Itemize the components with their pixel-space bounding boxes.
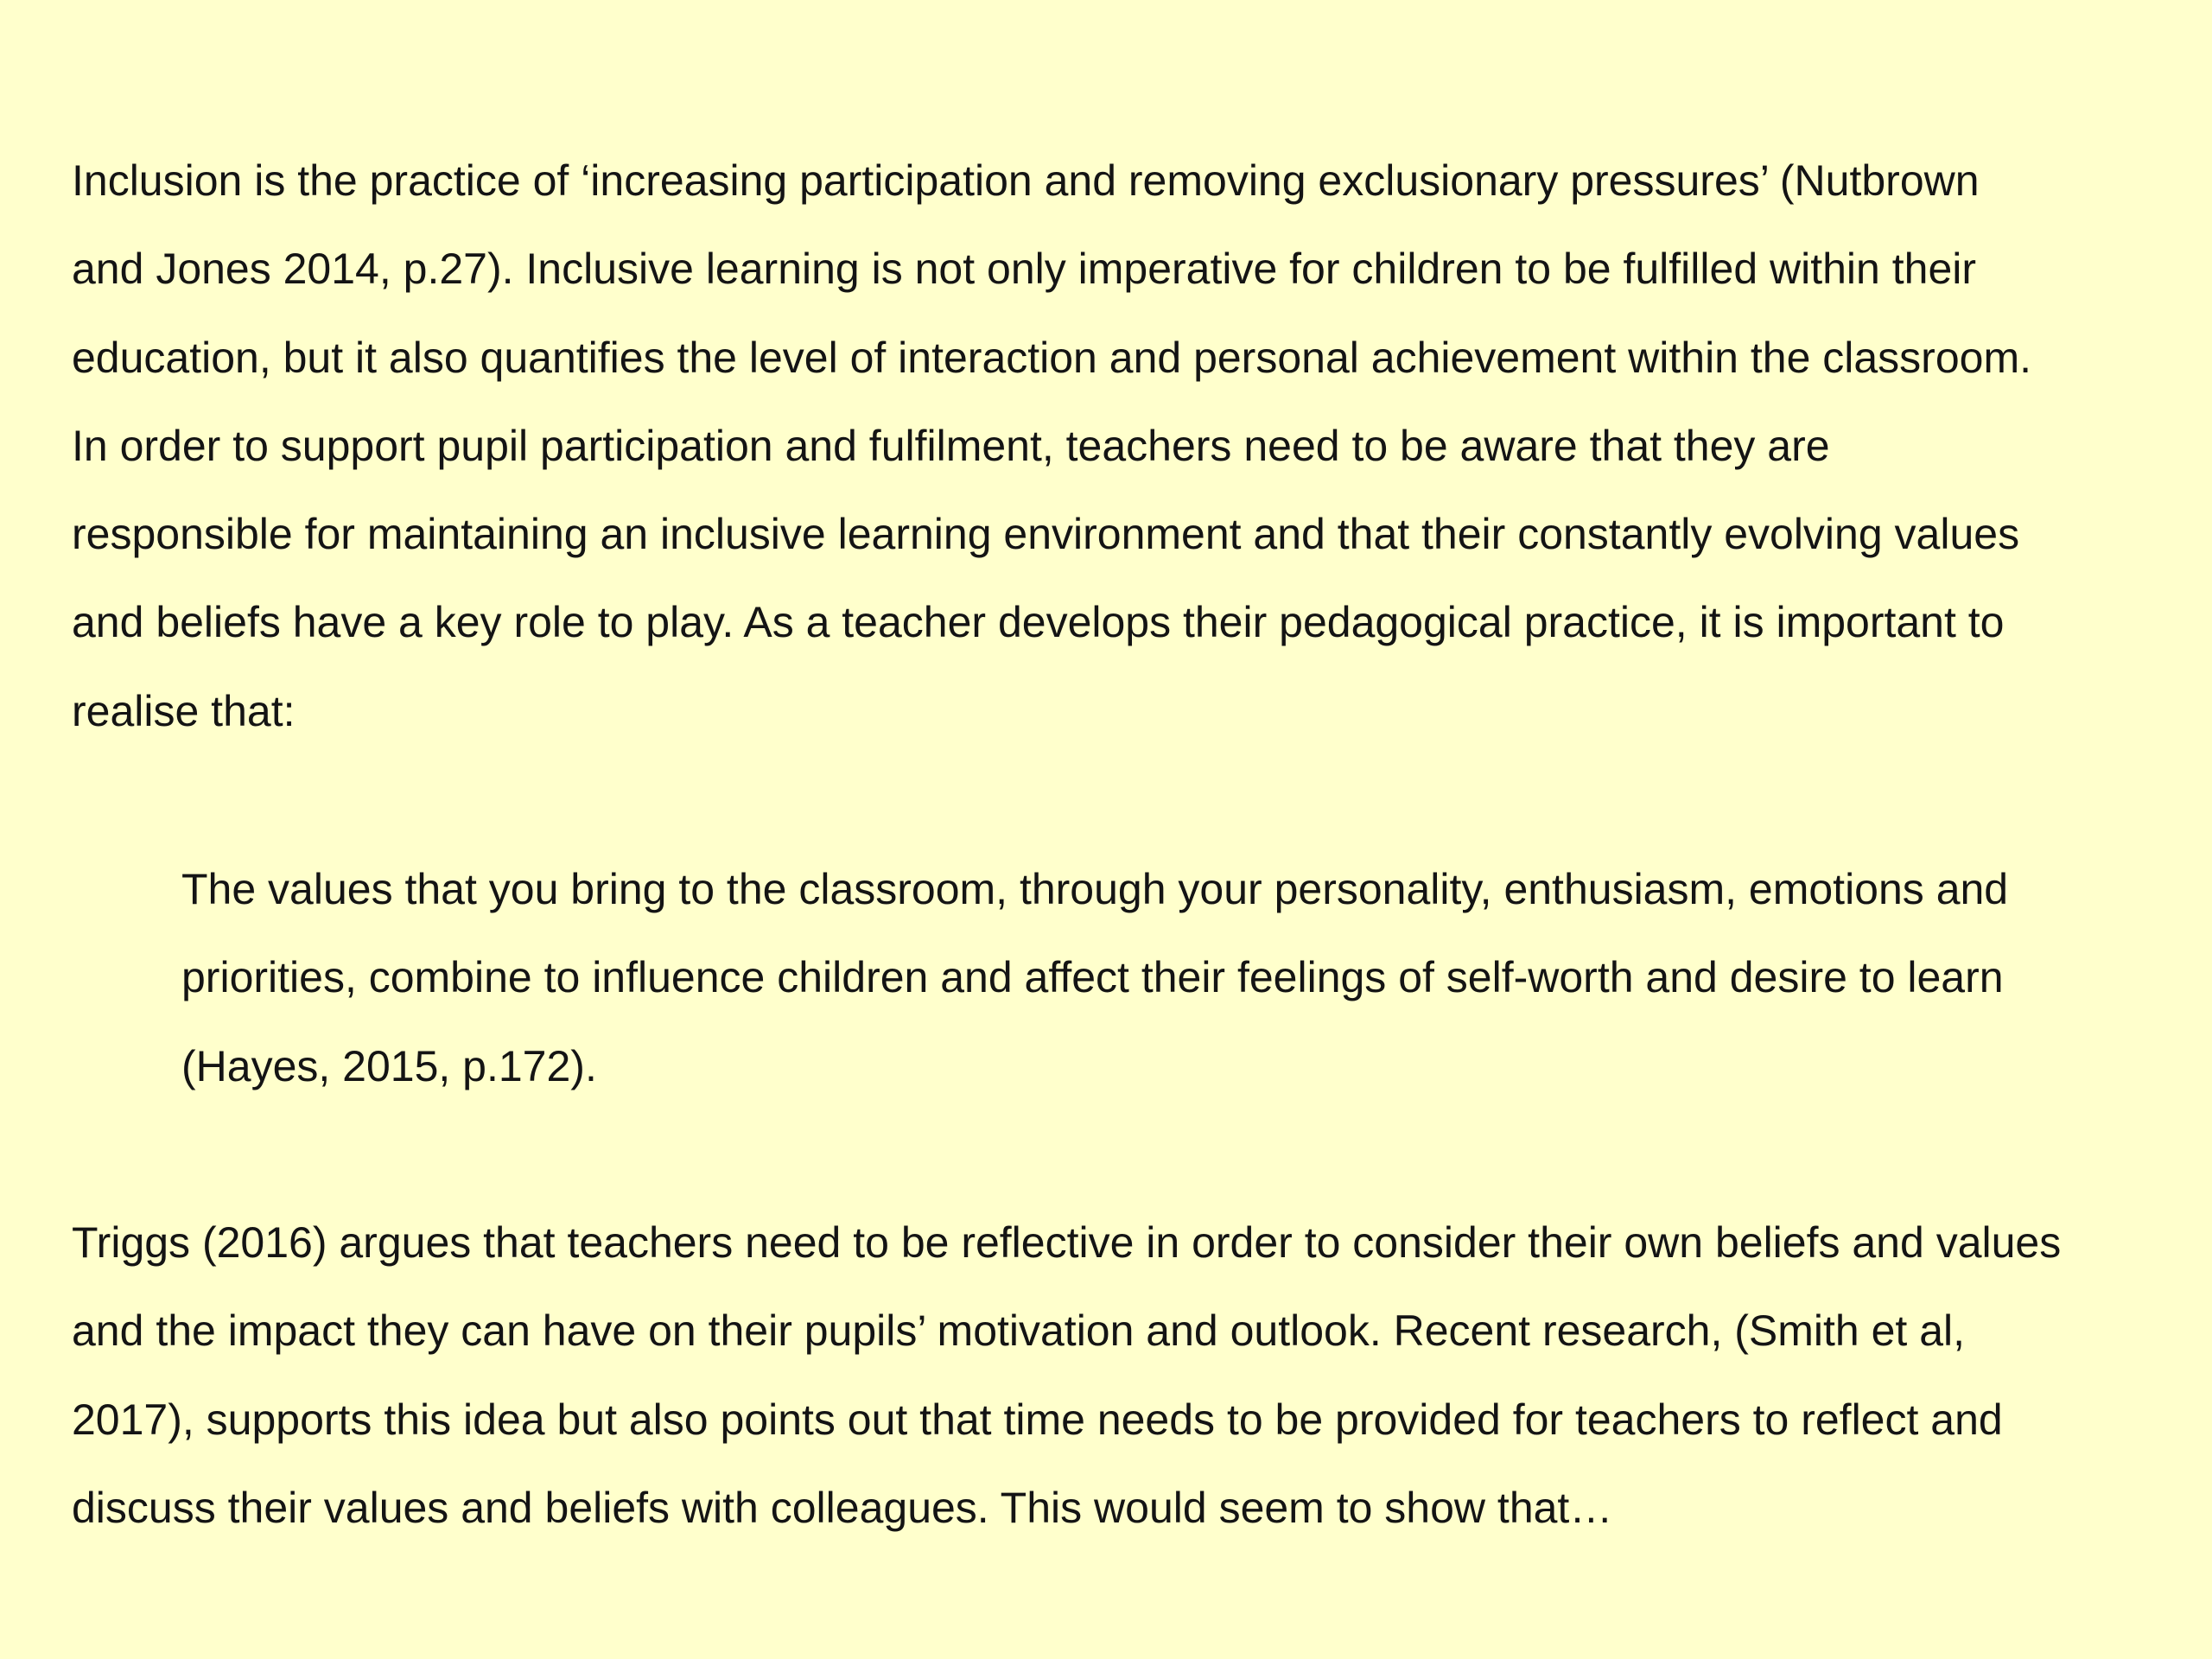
text-line: 2017), supports this idea but also points out that time needs to be provided for teachers to reflect and xyxy=(72,1395,2003,1444)
block-quote xyxy=(181,845,2186,1110)
paragraph-inclusion xyxy=(72,137,2180,755)
text-line: Triggs (2016) argues that teachers need to be reflective in order to consider their own beliefs and values xyxy=(72,1218,2062,1267)
text-line: realise that: xyxy=(72,686,296,735)
text-line: and beliefs have a key role to play. As a teacher develops their pedagogical practice, it is important to xyxy=(72,598,2005,647)
text-line: discuss their values and beliefs with colleagues. This would seem to show that… xyxy=(72,1483,1613,1532)
paragraph-triggs xyxy=(72,1198,2180,1552)
quote-line: (Hayes, 2015, p.172). xyxy=(181,1041,597,1090)
text-line: education, but it also quantifies the level of interaction and personal achievement within the classroom. xyxy=(72,333,2031,382)
text-line: In order to support pupil participation and fulfilment, teachers need to be aware that they are xyxy=(72,421,1830,470)
text-line: and Jones 2014, p.27). Inclusive learning is not only imperative for children to be fulfilled within their xyxy=(72,245,1977,294)
text-line: and the impact they can have on their pupils’ motivation and outlook. Recent research, (Smith et al, xyxy=(72,1306,1966,1356)
text-line: Inclusion is the practice of ‘increasing participation and removing exclusionary pressures’ (Nutbrown xyxy=(72,156,1980,205)
quote-line: The values that you bring to the classroom, through your personality, enthusiasm, emotions and xyxy=(181,865,2009,913)
text-line: responsible for maintaining an inclusive learning environment and that their constantly evolving values xyxy=(72,510,2020,559)
quote-line: priorities, combine to influence children and affect their feelings of self-worth and desire to learn xyxy=(181,953,2004,1002)
